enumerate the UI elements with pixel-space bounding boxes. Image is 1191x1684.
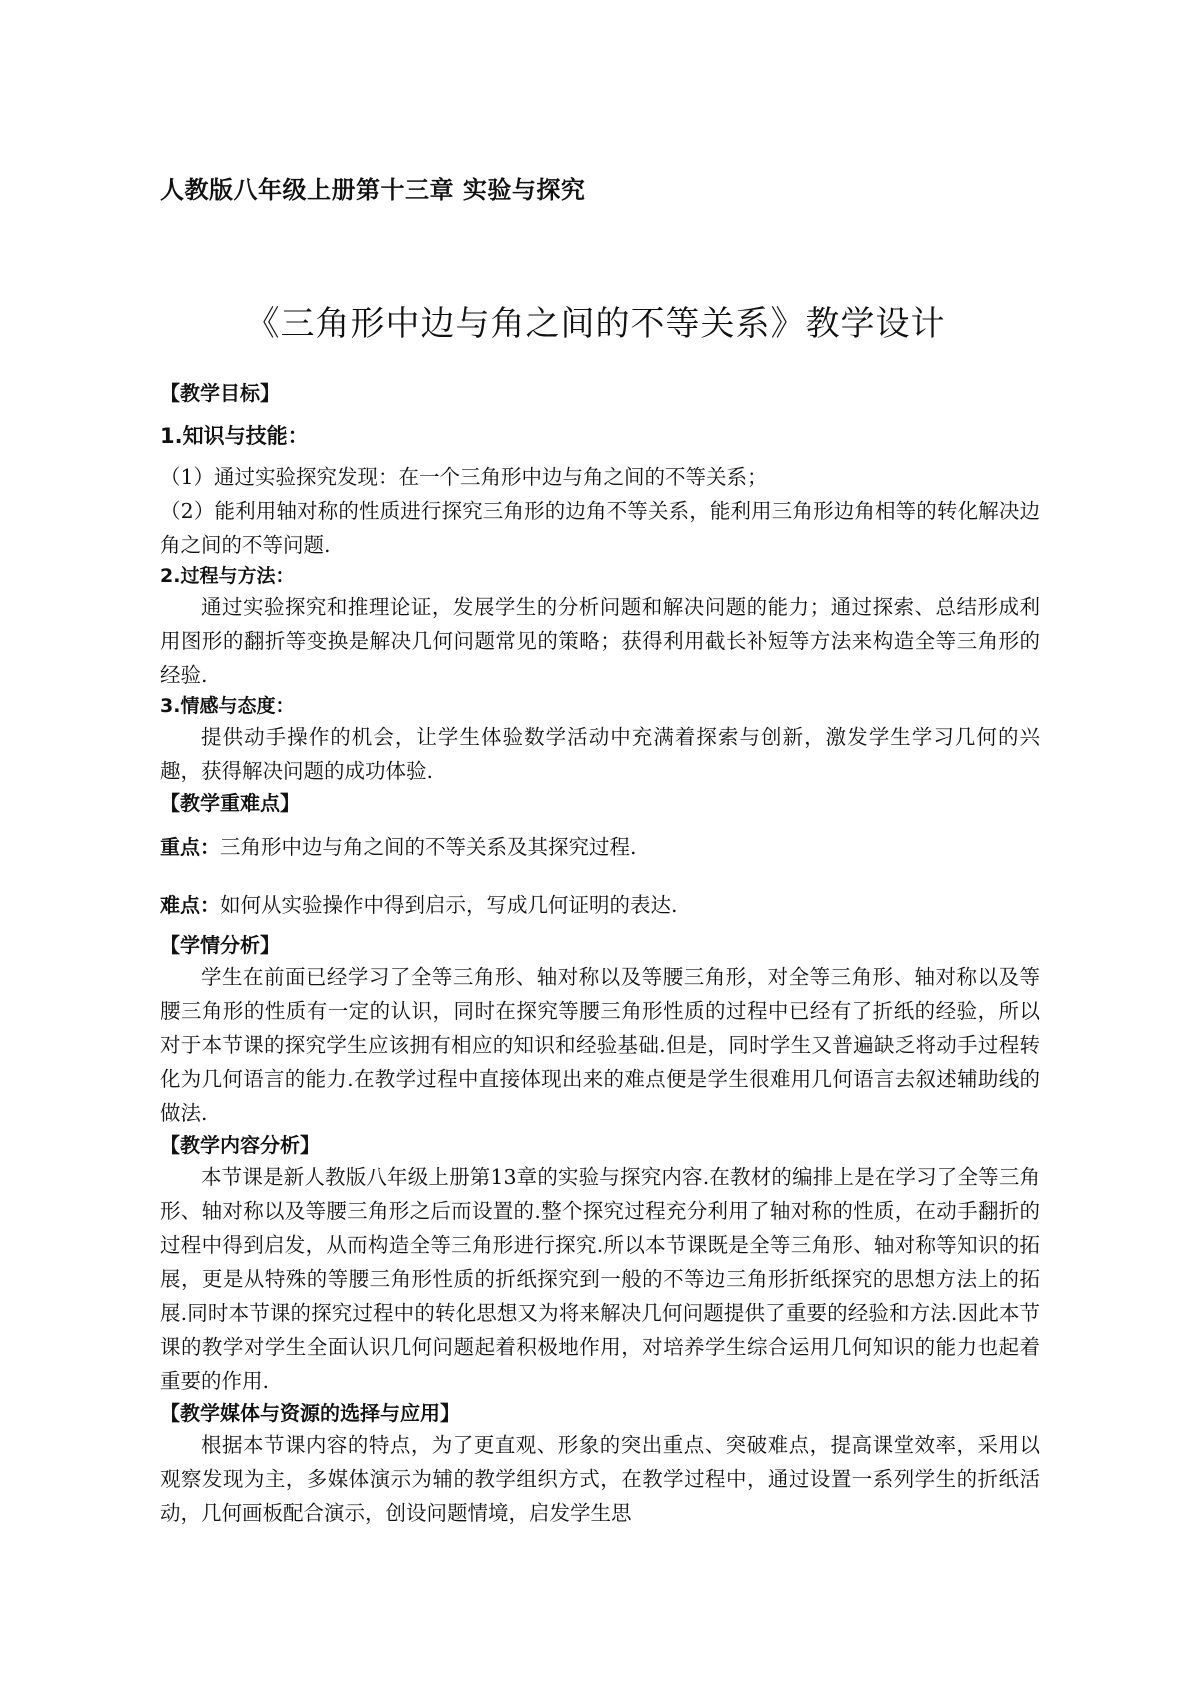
focus-label: 重点： xyxy=(160,835,220,859)
section-heading-content-analysis: 【教学内容分析】 xyxy=(160,1133,320,1157)
section-heading-objectives: 【教学目标】 xyxy=(160,381,280,405)
difficulty-point xyxy=(160,888,1040,922)
media-paragraph: 根据本节课内容的特点，为了更直观、形象的突出重点、突破难点，提高课堂效率，采用以观察发现为主，多媒体演示为辅的教学组织方式，在教学过程中，通过设置一系列学生的折纸活动，几何画板配合演示，创设问题情境，启发学生思 xyxy=(160,1433,1040,1525)
section-heading-keypoints: 【教学重难点】 xyxy=(160,791,300,815)
attitude-paragraph: 提供动手操作的机会，让学生体验数学活动中充满着探索与创新，激发学生学习几何的兴趣，获得解决问题的成功体验. xyxy=(160,725,1040,783)
subheading-knowledge: 1.知识与技能： xyxy=(160,424,309,448)
objective-item-1: （1）通过实验探究发现：在一个三角形中边与角之间的不等关系； xyxy=(160,465,768,489)
section-heading-media: 【教学媒体与资源的选择与应用】 xyxy=(160,1401,460,1425)
content-analysis-paragraph: 本节课是新人教版八年级上册第13章的实验与探究内容.在教材的编排上是在学习了全等三角形、轴对称以及等腰三角形之后而设置的.整个探究过程充分利用了轴对称的性质，在动手翻折的过程中得到启发，从而构造全等三角形进行探究.所以本节课既是全等三角形、轴对称等知识的拓展，更是从特殊的等腰三角形性质的折纸探究到一般的不等边三角形折纸探究的思想方法上的拓展.同时本节课的探究过程中的转化思想又为将来解决几何问题提供了重要的经验和方法.因此本节课的教学对学生全面认识几何问题起着积极地作用，对培养学生综合运用几何知识的能力也起着重要的作用. xyxy=(160,1165,1040,1393)
subheading-attitude: 3.情感与态度： xyxy=(160,695,295,717)
student-analysis-paragraph: 学生在前面已经学习了全等三角形、轴对称以及等腰三角形，对全等三角形、轴对称以及等腰三角形的性质有一定的认识，同时在探究等腰三角形性质的过程中已经有了折纸的经验，所以对于本节课的探究学生应该拥有相应的知识和经验基础.但是，同时学生又普遍缺乏将动手过程转化为几何语言的能力.在教学过程中直接体现出来的难点便是学生很难用几何语言去叙述辅助线的做法. xyxy=(160,965,1040,1125)
focus-text: 三角形中边与角之间的不等关系及其探究过程. xyxy=(220,835,637,859)
difficulty-label: 难点： xyxy=(160,893,220,917)
objective-item-2: （2）能利用轴对称的性质进行探究三角形的边角不等关系，能利用三角形边角相等的转化解决边角之间的不等问题. xyxy=(160,499,1040,557)
section-heading-student-analysis: 【学情分析】 xyxy=(160,933,280,957)
document-body xyxy=(160,378,1040,1530)
difficulty-text: 如何从实验操作中得到启示，写成几何证明的表达. xyxy=(220,893,678,917)
focus-point xyxy=(160,830,1040,864)
subheading-process: 2.过程与方法： xyxy=(160,565,295,587)
process-paragraph: 通过实验探究和推理论证，发展学生的分析问题和解决问题的能力；通过探索、总结形成利用图形的翻折等变换是解决几何问题常见的策略；获得利用截长补短等方法来构造全等三角形的经验. xyxy=(160,595,1040,687)
document-title: 《三角形中边与角之间的不等关系》教学设计 xyxy=(245,304,946,344)
document-header: 人教版八年级上册第十三章 实验与探究 xyxy=(160,176,586,204)
